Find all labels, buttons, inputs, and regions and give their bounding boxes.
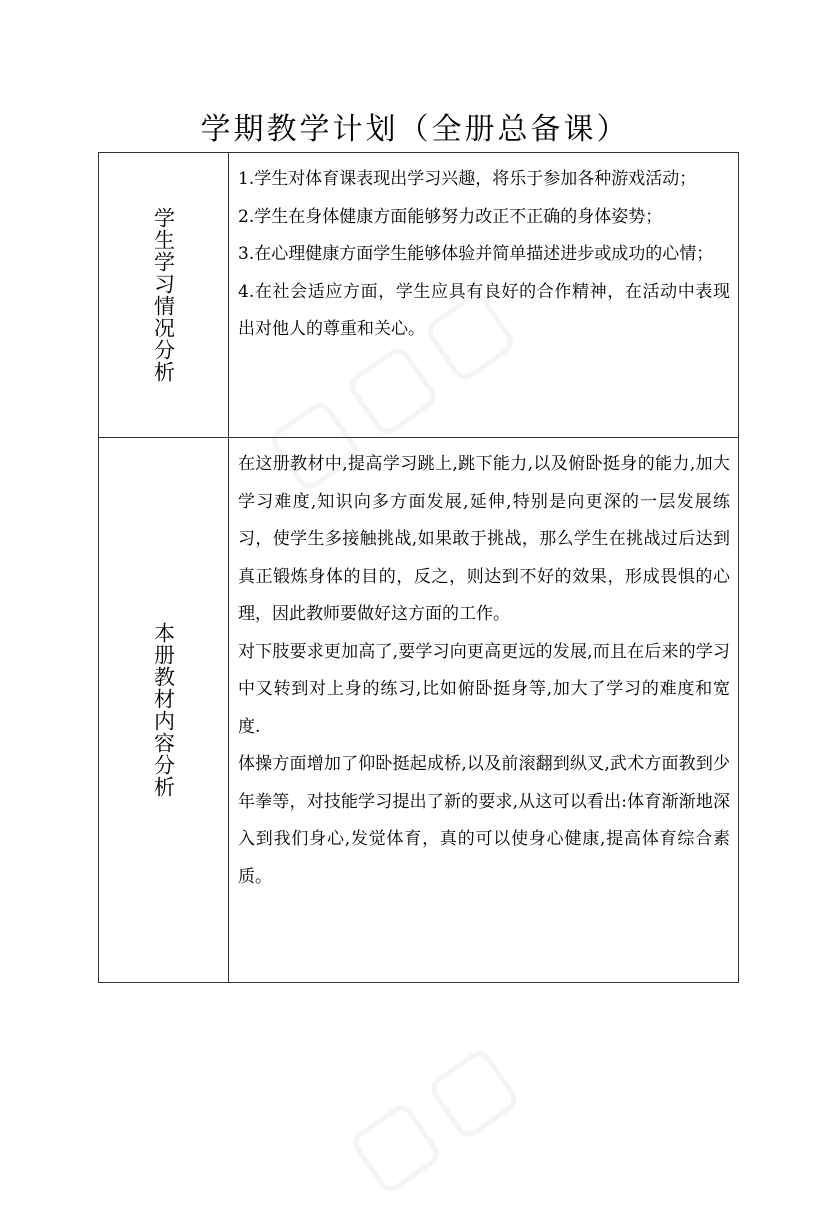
plan-table bbox=[98, 152, 739, 983]
page-title: 学期教学计划（全册总备课） bbox=[200, 112, 630, 147]
paragraph: 3.在心理健康方面学生能够体验并简单描述进步或成功的心情； bbox=[238, 244, 714, 264]
table-row-textbook-analysis bbox=[99, 437, 738, 982]
row-content-cell bbox=[229, 153, 738, 437]
row-label-cell bbox=[99, 153, 229, 437]
watermark bbox=[327, 1015, 543, 1210]
paragraph: 2.学生在身体健康方面能够努力改正不正确的身体姿势； bbox=[238, 206, 663, 227]
paragraph: 4.在社会适应方面，学生应具有良好的合作精神，在活动中表现出对他人的尊重和关心。 bbox=[238, 281, 730, 339]
paragraph: 对下肢要求更加高了,要学习向更高更远的发展,而且在后来的学习中又转到对上身的练习,比如俯卧挺身等,加大了学习的难度和宽度. bbox=[238, 641, 730, 737]
paragraph: 体操方面增加了仰卧挺起成桥,以及前滚翻到纵叉,武术方面教到少年拳等，对技能学习提出了新的要求,从这可以看出:体育渐渐地深入到我们身心,发觉体育，真的可以使身心健康,提高体育综合素质。 bbox=[238, 754, 730, 887]
row-label-cell bbox=[99, 438, 229, 982]
row-content-cell bbox=[229, 438, 738, 982]
table-row-student-analysis bbox=[99, 153, 738, 437]
row-label: 本册教材内容分析 bbox=[151, 622, 176, 798]
paragraph: 1.学生对体育课表现出学习兴趣，将乐于参加各种游戏活动； bbox=[238, 169, 697, 189]
paragraph: 在这册教材中,提高学习跳上,跳下能力,以及俯卧挺身的能力,加大学习难度,知识向多方面发展,延伸,特别是向更深的一层发展练习，使学生多接触挑战,如果敢于挑战，那么学生在挑战过后达到真正锻炼身体的目的，反之，则达到不好的效果，形成畏惧的心理，因此教师要做好这方面的工作。 bbox=[238, 454, 730, 624]
row-label: 学生学习情况分析 bbox=[151, 207, 176, 383]
